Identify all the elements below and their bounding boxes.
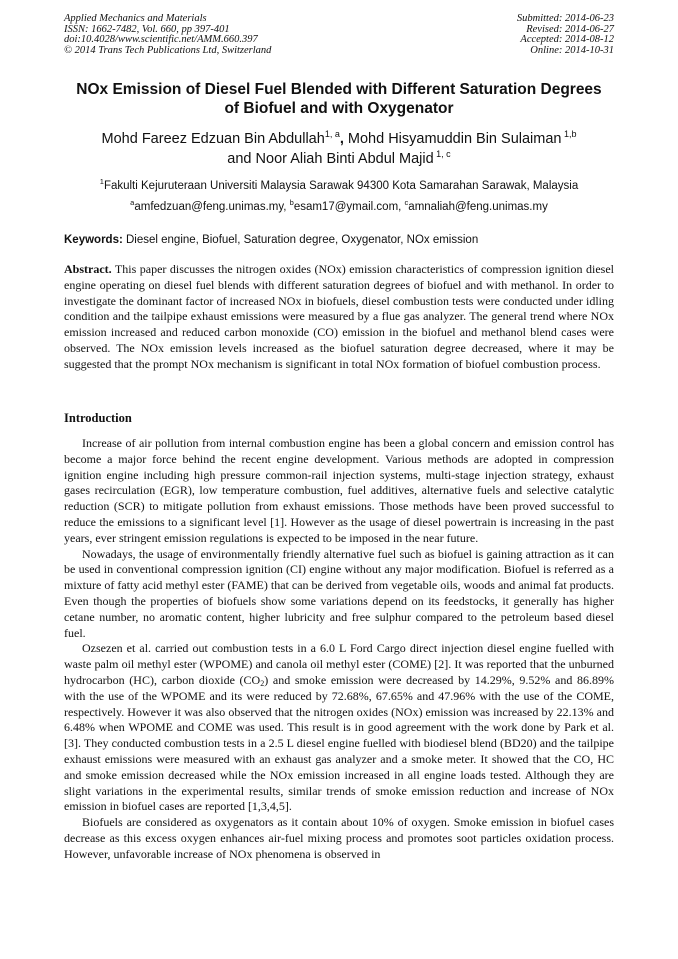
paper-title	[40, 80, 638, 118]
title-line-2: of Biofuel and with Oxygenator	[224, 100, 454, 117]
author-3: Noor Aliah Binti Abdul Majid	[255, 151, 434, 167]
email-b-marker: b	[289, 198, 294, 207]
paragraph-3-part-b: ) and smoke emission were decreased by 14.29%, 9.52% and 86.89% with the use of the WPOME and its were reduced by 72.68%, 67.65% and 47.96% with the use of the COME, respectively. However it was also observed that the nitrogen oxides (NOx) emission was increased by 22.13% and 6.48% when WPOME and COME was used. This result is in good agreement with the work done by Park et al. [3]. They conducted combustion tests in a 2.5 L diesel engine fuelled with biodiesel blend (BD20) and the tailpipe exhaust emissions were measured with an exhaust gas analyzer and a smoke meter. It showed that the CO, HC and smoke emission decreased while the NOx emission increased in all engine loads tested. Although they are slight variations in the experimental results, similar trends of smoke emission reduction and increase of NOx emission in biofuel cases are reported [1,3,4,5].	[64, 672, 614, 814]
email-a: amfedzuan@feng.unimas.my,	[134, 201, 290, 213]
paragraph-1: Increase of air pollution from internal combustion engine has been a global concern and emission control has become a major force behind the recent engine development. Various methods are adopted in compression ignition engine including high pressure common-rail injection systems, multi-stage injection strategy, exhaust gases recirculation (EGR), low temperature combustion, fuel additives, alternative fuels and selective catalytic reduction (SCR) to mitigate pollution from exhaust emissions. Those methods have been proved successful to reduce the emissions to a significant level [1]. However as the usage of diesel powertrain is increasing in the past years, ever stringent emission regulations is expected to be imposed in the near future.	[64, 436, 614, 545]
paragraph-4: Biofuels are considered as oxygenators as it contain about 10% of oxygen. Smoke emission in biofuel cases decrease as this excess oxygen enhances air-fuel mixing process and promotes soot particles oxidation process. However, unfavorable increase of NOx phenomena is observed in	[64, 815, 614, 861]
email-c-marker: c	[404, 198, 409, 207]
journal-copyright: © 2014 Trans Tech Publications Ltd, Switzerland	[64, 44, 272, 56]
introduction-heading: Introduction	[64, 411, 132, 425]
affiliation-text: Fakulti Kejuruteraan Universiti Malaysia Sarawak 94300 Kota Samarahan Sarawak, Malaysia	[103, 180, 579, 192]
abstract-text: This paper discusses the nitrogen oxides (NOx) emission characteristics of compression ignition diesel engine operating on diesel fuel blends with different saturation degrees of biofuel and with methanol. In order to investigate the dominant factor of increased NOx in biofuels, diesel combustion tests were conducted under idling condition and the tailpipe exhaust emissions were measured by a flue gas analyzer. The general trend where NOx emission increased and reduced carbon monoxide (CO) emission in the biofuel and methanol blend cases were observed. The NOx emission levels increased as the biofuel saturation degree decreased, where it may be suggested that the prompt NOx mechanism is significant in total NOx formation of biofuel combustion process.	[64, 262, 614, 371]
paragraph-3-part-a: Ozsezen et al. carried out combustion tests in a 6.0 L Ford Cargo direct injection diesel engine fuelled with waste palm oil methyl ester (WPOME) and canola oil methyl ester (COME) [2]. It was reported that the unburned hydrocarbon (HC), carbon dioxide (CO	[64, 641, 614, 687]
author-1-affil: 1, a	[324, 129, 340, 139]
keywords	[64, 233, 624, 248]
journal-issn: ISSN: 1662-7482, Vol. 660, pp 397-401	[64, 23, 230, 35]
author-1: Mohd Fareez Edzuan Bin Abdullah	[101, 131, 325, 147]
author-and: and	[227, 151, 256, 167]
author-separator: ,	[339, 131, 348, 147]
paragraph-2: Nowadays, the usage of environmentally friendly alternative fuel such as biofuel is gaining attraction as it can be used in conventional compression ignition (CI) engine without any major modification. Biofuel is referred as a mixture of fatty acid methyl ester (FAME) that can be derived from vegetable oils, woods and animal fat products. Even though the properties of biofuels show some variations depend on its feedstocks, it generally has higher cetane number, no aromatic content, higher lubricity and free sulphur compared to the petroleum based diesel fuel.	[64, 546, 614, 640]
author-list	[30, 129, 648, 169]
journal-info	[64, 14, 271, 56]
journal-name: Applied Mechanics and Materials	[64, 13, 207, 24]
title-line-1: NOx Emission of Diesel Fuel Blended with Different Saturation Degrees	[76, 81, 602, 98]
email-b: esam17@ymail.com,	[293, 201, 405, 213]
date-accepted: Accepted: 2014-08-12	[520, 34, 614, 46]
date-revised: Revised: 2014-06-27	[526, 23, 614, 35]
submission-dates	[517, 14, 614, 56]
journal-doi: doi:10.4028/www.scientific.net/AMM.660.397	[64, 34, 258, 46]
date-submitted: Submitted: 2014-06-23	[516, 13, 614, 24]
abstract-label: Abstract.	[64, 262, 112, 276]
email-list	[30, 197, 648, 218]
affiliation	[30, 176, 648, 197]
authors-line-1	[30, 129, 648, 149]
introduction-body	[64, 436, 614, 863]
affiliation-block	[30, 176, 648, 218]
email-a-marker: a	[130, 198, 135, 207]
co2-subscript: 2	[260, 678, 265, 688]
author-3-affil: 1, c	[433, 149, 451, 159]
keywords-text: Diesel engine, Biofuel, Saturation degree, Oxygenator, NOx emission	[122, 234, 479, 246]
email-c: amnaliah@feng.unimas.my	[408, 201, 548, 213]
author-2-affil: 1,b	[561, 129, 577, 139]
author-2: Mohd Hisyamuddin Bin Sulaiman	[347, 131, 562, 147]
date-online: Online: 2014-10-31	[530, 44, 614, 56]
keywords-label: Keywords:	[64, 234, 123, 246]
authors-line-2	[30, 149, 648, 169]
affiliation-number: 1	[99, 177, 104, 186]
abstract	[64, 262, 614, 373]
paragraph-3	[64, 641, 614, 815]
